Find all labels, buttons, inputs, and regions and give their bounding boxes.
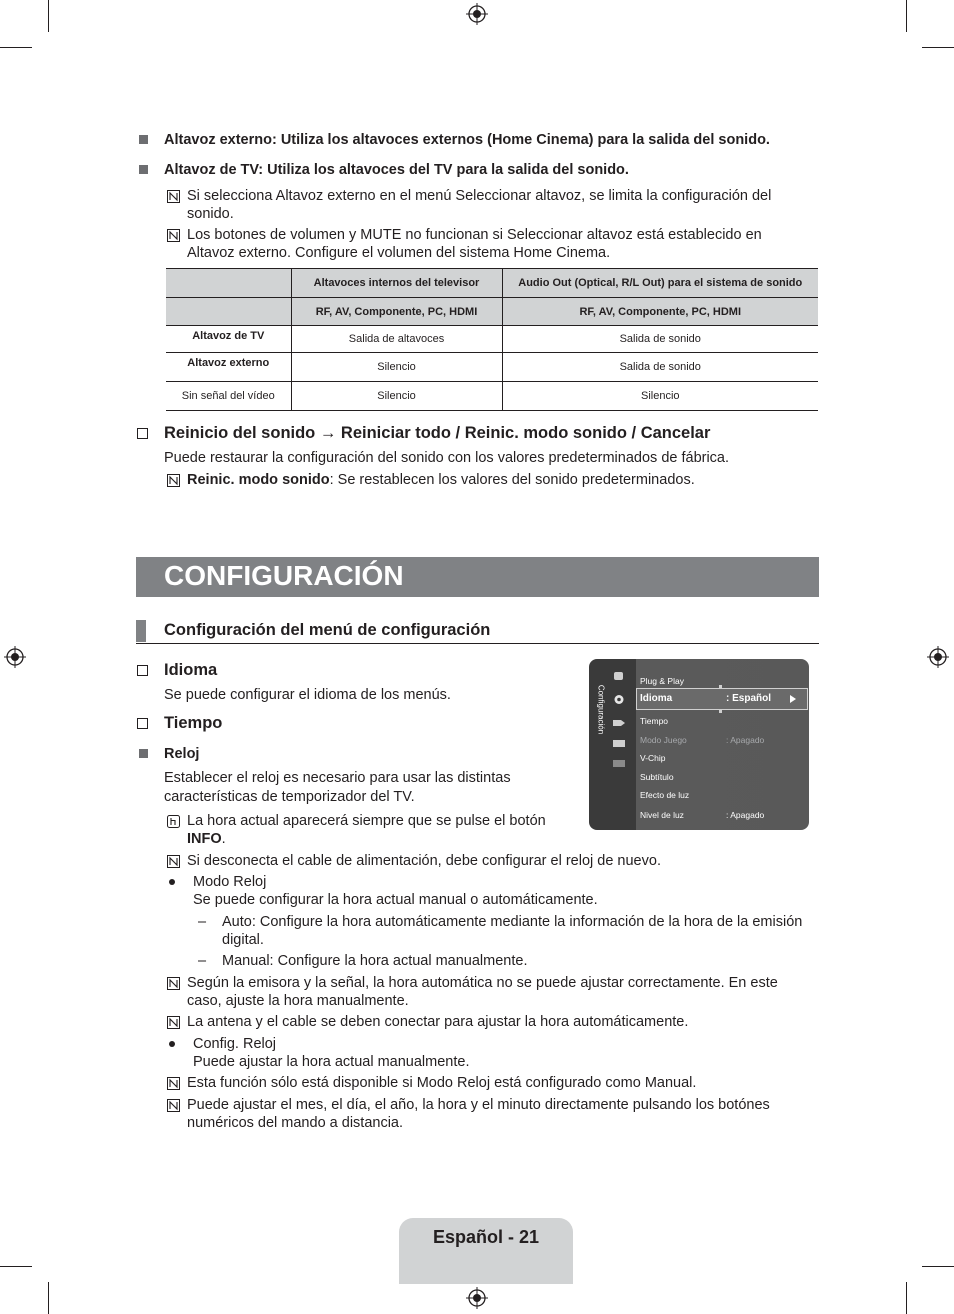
crop-mark [922, 1266, 954, 1267]
note-text: La antena y el cable se deben conectar para ajustar la hora automáticamente. [187, 1014, 689, 1030]
subsection-rule [136, 643, 819, 644]
reloj-title: Reloj [164, 746, 200, 762]
config-reloj-title: Config. Reloj [193, 1036, 277, 1052]
dash-text: Manual: Configure la hora actual manualmente. [222, 953, 528, 969]
menu-down-marker [719, 710, 722, 713]
info-note-icon [167, 815, 180, 828]
table-cell: Altavoz de TV [166, 326, 291, 353]
menu-item-modo-juego: Modo Juego [640, 735, 687, 745]
registration-mark-icon [466, 3, 488, 25]
modo-reloj-title: Modo Reloj [193, 874, 267, 890]
checkbox-bullet-icon [137, 718, 148, 729]
idioma-title: Idioma [164, 661, 218, 679]
menu-value-nivel-luz: : Apagado [726, 810, 765, 820]
page-footer-tab [399, 1218, 573, 1284]
reset-desc: Puede restaurar la configuración del sonido con los valores predeterminados de fábrica. [164, 450, 730, 466]
reset-note-bold: Reinic. modo sonido [187, 472, 330, 488]
checkbox-bullet-icon [137, 428, 148, 439]
note-icon [167, 977, 180, 990]
note-text: caso, ajuste la hora manualmente. [187, 993, 409, 1009]
note-icon [167, 190, 180, 203]
menu-item-v-chip[interactable]: V-Chip [640, 753, 666, 763]
application-icon [612, 738, 626, 749]
table-cell: Silencio [502, 382, 818, 411]
settings-icon [612, 694, 626, 705]
menu-value-idioma: : Español [726, 693, 772, 704]
note-text: Si selecciona Altavoz externo en el menú Seleccionar altavoz, se limita la configuración del [187, 188, 772, 204]
menu-side-label: Configuración [596, 684, 606, 735]
note-icon [167, 229, 180, 242]
note-text: Los botones de volumen y MUTE no funcionan si Seleccionar altavoz está establecido en [187, 227, 762, 243]
registration-mark-icon [4, 646, 26, 668]
note-text: numéricos del mando a distancia. [187, 1115, 404, 1131]
table-cell: Salida de sonido [502, 326, 818, 353]
support-icon [612, 758, 626, 769]
table-header-cell: RF, AV, Componente, PC, HDMI [291, 298, 502, 326]
input-icon [612, 717, 626, 728]
crop-mark [0, 47, 32, 48]
tv-setup-menu [589, 659, 809, 830]
crop-mark [906, 0, 907, 32]
modo-reloj-desc: Se puede configurar la hora actual manual o automáticamente. [193, 892, 598, 908]
note-text: Altavoz externo. Configure el volumen del sistema Home Cinema. [187, 245, 611, 261]
registration-mark-icon [466, 1287, 488, 1309]
menu-item-nivel-luz[interactable]: Nivel de luz [640, 810, 684, 820]
picture-icon [612, 671, 626, 682]
table-cell: Salida de sonido [502, 353, 818, 382]
table-cell: Silencio [291, 382, 502, 411]
dash-bullet: – [198, 953, 207, 969]
table-header-cell: Audio Out (Optical, R/L Out) para el sistema de sonido [502, 269, 818, 298]
table-cell: Salida de altavoces [291, 326, 502, 353]
menu-item-idioma[interactable]: Idioma [640, 693, 673, 704]
note-text: Esta función sólo está disponible si Modo Reloj está configurado como Manual. [187, 1075, 697, 1091]
dash-bullet: – [198, 914, 207, 930]
config-reloj-desc: Puede ajustar la hora actual manualmente. [193, 1054, 470, 1070]
page-number: Español - 21 [432, 1227, 540, 1247]
table-row [166, 326, 818, 353]
square-bullet-icon [139, 135, 148, 144]
info-note-line2 [187, 830, 226, 848]
idioma-desc: Se puede configurar el idioma de los menús. [164, 687, 451, 703]
section-heading-bar [136, 557, 819, 597]
note-text: Según la emisora y la señal, la hora automática no se puede ajustar correctamente. En este [187, 975, 778, 991]
subsection-title: Configuración del menú de configuración [164, 621, 491, 639]
reset-note [187, 471, 695, 489]
menu-item-plug-play[interactable]: Plug & Play [640, 676, 684, 686]
note-icon [167, 474, 180, 487]
table-row [166, 382, 818, 411]
note-icon [167, 1077, 180, 1090]
registration-mark-icon [927, 646, 949, 668]
menu-item-subtitulo[interactable]: Subtítulo [640, 772, 674, 782]
table-header-cell [166, 298, 291, 326]
reset-note-rest: : Se restablecen los valores del sonido predeterminados. [329, 472, 695, 488]
crop-mark [0, 1266, 32, 1267]
reloj-desc: Establecer el reloj es necesario para usar las distintas [164, 770, 511, 786]
note-icon [167, 1016, 180, 1029]
note-icon [167, 1099, 180, 1112]
tiempo-title: Tiempo [164, 714, 223, 732]
subsection-marker [136, 620, 146, 642]
crop-mark [48, 0, 49, 32]
table-row [166, 353, 818, 382]
crop-mark [906, 1282, 907, 1314]
bullet-text: Altavoz externo: Utiliza los altavoces externos (Home Cinema) para la salida del sonido. [164, 132, 770, 148]
note-icon [167, 855, 180, 868]
table-header-cell [166, 269, 291, 298]
note-text: sonido. [187, 206, 234, 222]
menu-item-efecto-luz[interactable]: Efecto de luz [640, 790, 690, 800]
bullet-text: Altavoz de TV: Utiliza los altavoces del TV para la salida del sonido. [164, 162, 629, 178]
speaker-table [166, 268, 818, 411]
table-header-cell: RF, AV, Componente, PC, HDMI [502, 298, 818, 326]
reset-title: Reinicio del sonido → Reiniciar todo / Reinic. modo sonido / Cancelar [164, 424, 711, 442]
note-text: Si desconecta el cable de alimentación, debe configurar el reloj de nuevo. [187, 853, 661, 869]
info-note-tail: . [221, 831, 226, 847]
dash-text: digital. [222, 932, 264, 948]
round-bullet-icon [169, 879, 175, 885]
table-header-cell: Altavoces internos del televisor [291, 269, 502, 298]
info-button-label: INFO [187, 831, 222, 847]
dash-text: Auto: Configure la hora automáticamente mediante la información de la hora de la emisión [222, 914, 803, 930]
crop-mark [48, 1282, 49, 1314]
round-bullet-icon [169, 1041, 175, 1047]
checkbox-bullet-icon [137, 665, 148, 676]
reloj-desc: características de temporizador del TV. [164, 789, 415, 805]
menu-item-tiempo[interactable]: Tiempo [640, 716, 669, 726]
table-cell: Silencio [291, 353, 502, 382]
section-title: CONFIGURACIÓN [164, 560, 404, 591]
note-text: Puede ajustar el mes, el día, el año, la hora y el minuto directamente pulsando los botónes [187, 1097, 770, 1113]
menu-up-marker [719, 685, 722, 688]
menu-arrow-right-icon [790, 695, 796, 703]
square-bullet-icon [139, 165, 148, 174]
table-cell: Sin señal del vídeo [166, 382, 291, 411]
crop-mark [922, 47, 954, 48]
menu-value-modo-juego: : Apagado [726, 735, 765, 745]
table-cell: Altavoz externo [166, 353, 291, 382]
square-bullet-icon [139, 749, 148, 758]
info-note-text: La hora actual aparecerá siempre que se pulse el botón [187, 813, 546, 829]
